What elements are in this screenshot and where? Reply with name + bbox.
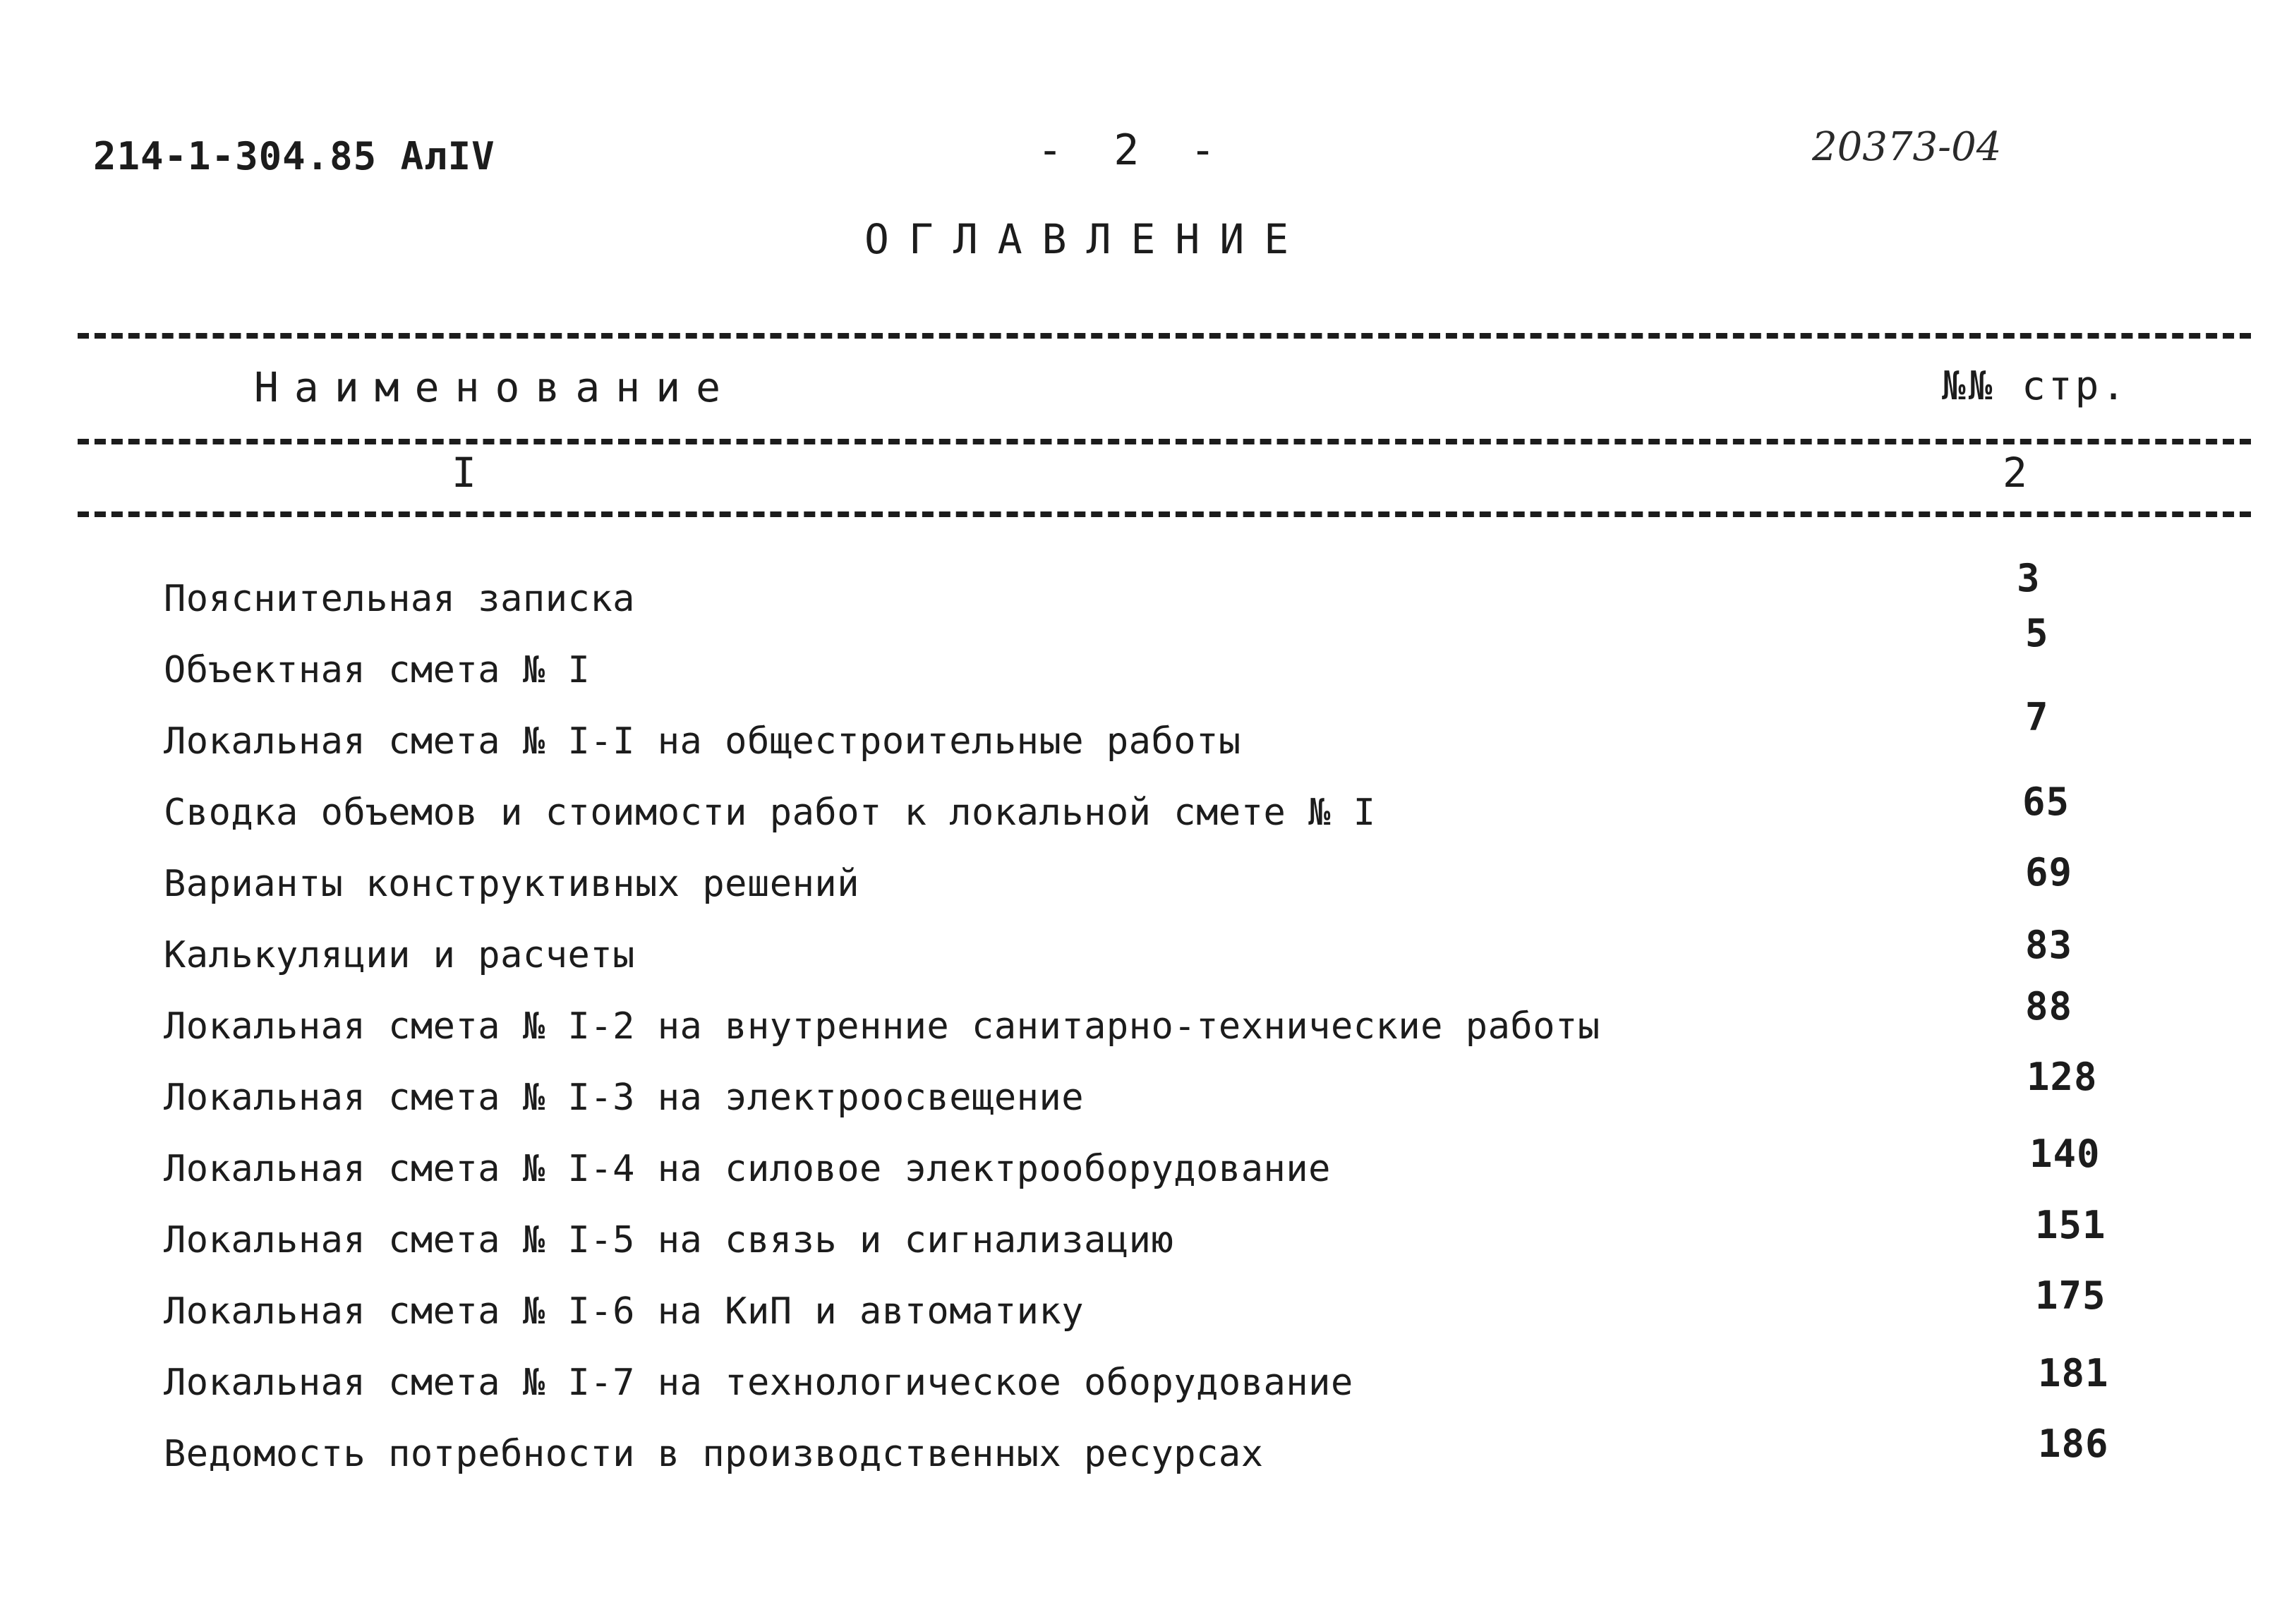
handwritten-number: 20373-04 xyxy=(1812,124,2002,170)
dashed-divider-top xyxy=(78,333,2251,339)
toc-entry-page: 7 xyxy=(2025,695,2049,739)
column-header-name: Наименование xyxy=(254,363,737,411)
toc-entry-page: 186 xyxy=(2038,1422,2109,1466)
toc-entry-title: Локальная смета № I-3 на электроосвещение xyxy=(164,1077,1085,1119)
toc-entry-title: Объектная смета № I xyxy=(164,649,591,691)
page-number: - 2 - xyxy=(1037,126,1229,175)
document-code: 214-1-304.85 АлIV xyxy=(93,134,495,178)
toc-entry-page: 140 xyxy=(2029,1132,2101,1176)
toc-entry-page: 5 xyxy=(2025,611,2049,655)
column-number-name: I xyxy=(452,449,476,497)
column-header-page: №№ стр. xyxy=(1942,363,2129,409)
toc-entry-page: 69 xyxy=(2025,850,2073,895)
toc-entry-page: 88 xyxy=(2025,984,2073,1029)
column-number-page: 2 xyxy=(2003,449,2027,497)
toc-entry-title: Локальная смета № I-6 на КиП и автоматику xyxy=(164,1290,1085,1333)
dashed-divider-middle xyxy=(78,439,2251,444)
document-title: ОГЛАВЛЕНИЕ xyxy=(864,215,1309,263)
toc-entry-title: Локальная смета № I-7 на технологическое оборудование xyxy=(164,1362,1353,1404)
toc-entry-page: 83 xyxy=(2025,923,2073,967)
toc-entry-title: Локальная смета № I-2 на внутренние санитарно-технические работы xyxy=(164,1005,1600,1048)
toc-entry-page: 3 xyxy=(2017,556,2041,600)
toc-entry-page: 128 xyxy=(2027,1055,2098,1099)
toc-entry-title: Локальная смета № I-4 на силовое электрооборудование xyxy=(164,1148,1331,1190)
table-of-contents xyxy=(164,570,1928,1496)
toc-entry-title: Пояснительная записка xyxy=(164,578,635,620)
toc-entry-page: 175 xyxy=(2035,1273,2106,1318)
toc-entry-page: 151 xyxy=(2035,1203,2106,1247)
toc-entry-title: Сводка объемов и стоимости работ к локальной смете № I xyxy=(164,792,1376,834)
toc-entry-title: Калькуляции и расчеты xyxy=(164,934,635,976)
toc-entry-page: 181 xyxy=(2038,1351,2109,1395)
toc-entry-title: Локальная смета № I-I на общестроительные работы xyxy=(164,720,1241,763)
toc-entry-title: Ведомость потребности в производственных ресурсах xyxy=(164,1433,1264,1475)
dashed-divider-bottom xyxy=(78,511,2251,517)
toc-entry-title: Варианты конструктивных решений xyxy=(164,863,860,905)
toc-entry-title: Локальная смета № I-5 на связь и сигнализацию xyxy=(164,1219,1174,1261)
toc-entry-page: 65 xyxy=(2022,780,2070,824)
